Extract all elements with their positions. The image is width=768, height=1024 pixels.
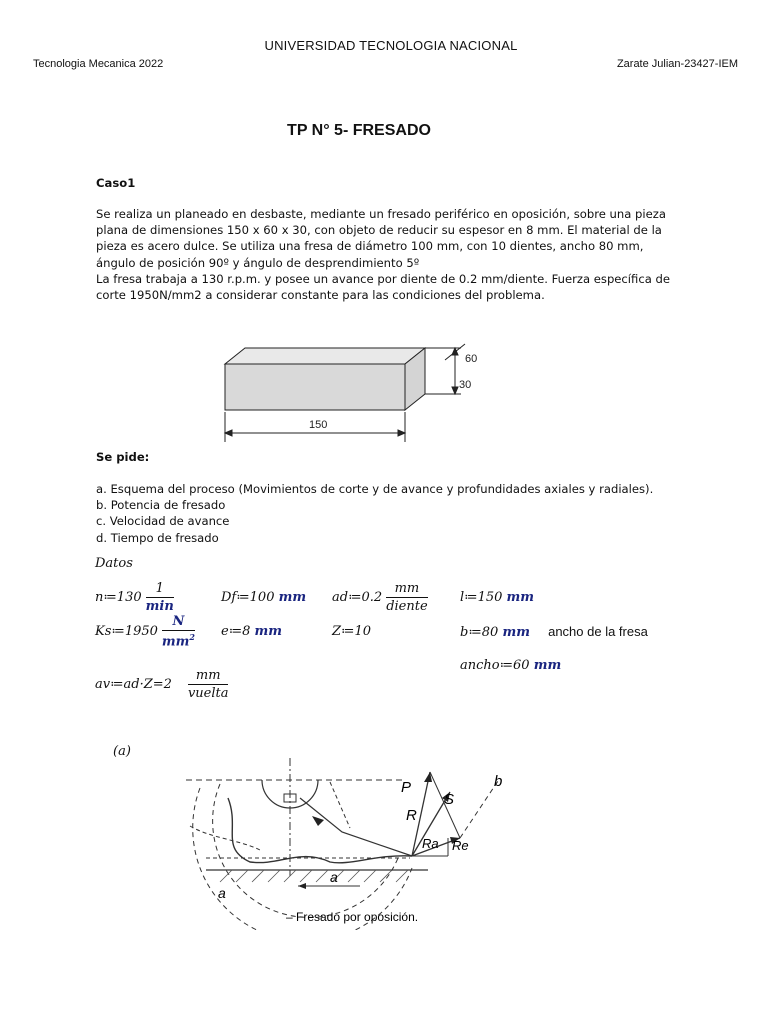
dim-depth-label: 60 xyxy=(465,353,478,365)
eq-n xyxy=(95,581,174,614)
eq-ad-lhs: ad≔0.2 xyxy=(332,590,383,605)
eq-n-den: min xyxy=(145,599,174,614)
eq-ks-lhs: Ks≔1950 xyxy=(95,624,158,640)
request-list xyxy=(96,481,653,546)
eq-z: Z≔10 xyxy=(332,624,372,639)
eq-l-lhs: l≔150 xyxy=(460,590,503,605)
eq-ad xyxy=(332,581,428,614)
eq-df xyxy=(221,590,306,605)
case-line: ángulo de posición 90º y ángulo de desprendimiento 5º xyxy=(96,255,420,270)
case-label: Caso1 xyxy=(96,176,136,190)
eq-av xyxy=(95,668,228,701)
university-name: UNIVERSIDAD TECNOLOGIA NACIONAL xyxy=(264,38,518,53)
part-a-label: (a) xyxy=(113,744,131,759)
eq-ad-num: mm xyxy=(386,581,427,598)
workpiece-figure xyxy=(215,338,495,446)
eq-e-unit: mm xyxy=(254,624,283,639)
label-ra: Ra xyxy=(422,836,439,851)
eq-b-unit: mm xyxy=(502,625,530,640)
case-line: La fresa trabaja a 130 r.p.m. y posee un avance por diente de 0.2 mm/diente. Fuerza específica de xyxy=(96,271,670,286)
case-line: Se realiza un planeado en desbaste, mediante un fresado periférico en oposición, sobre una pieza xyxy=(96,207,666,221)
eq-l xyxy=(460,590,534,605)
block-front-face xyxy=(225,364,405,410)
eq-ks-den: mm xyxy=(161,634,190,650)
eq-av-num: mm xyxy=(188,668,229,685)
eq-av-den: vuelta xyxy=(187,686,229,701)
course-name: Tecnologia Mecanica 2022 xyxy=(33,58,164,70)
diagram-caption: – Fresado por oposición. xyxy=(286,910,419,924)
eq-l-unit: mm xyxy=(506,590,535,605)
eq-ks xyxy=(95,614,195,649)
eq-ancho xyxy=(460,658,561,673)
author-name: Zarate Julian-23427-IEM xyxy=(616,58,738,70)
request-label: Se pide: xyxy=(96,450,150,464)
eq-e xyxy=(221,624,282,639)
label-s: S xyxy=(444,791,455,808)
eq-b xyxy=(460,624,648,640)
label-p: P xyxy=(401,779,412,796)
request-item: b. Potencia de fresado xyxy=(96,498,226,513)
milling-diagram xyxy=(180,758,520,930)
eq-df-unit: mm xyxy=(278,590,307,605)
eq-ks-num: N xyxy=(162,614,195,631)
label-a: a xyxy=(218,885,226,901)
eq-n-lhs: n≔130 xyxy=(95,590,142,605)
block-top-face xyxy=(225,348,425,364)
request-item: c. Velocidad de avance xyxy=(96,514,230,529)
page-title: TP N° 5- FRESADO xyxy=(287,122,431,139)
label-b: b xyxy=(494,773,503,790)
workpiece-hatch xyxy=(220,870,408,882)
eq-ancho-lhs: ancho≔60 xyxy=(460,658,530,673)
label-a-feed: a xyxy=(330,869,338,885)
eq-b-note: ancho de la fresa xyxy=(548,624,648,639)
case-line: pieza es acero dulce. Se utiliza una fresa de diámetro 100 mm, con 10 dientes, ancho 80 mm, xyxy=(96,239,644,254)
case-statement xyxy=(96,206,668,303)
eq-n-num: 1 xyxy=(146,581,174,598)
eq-e-lhs: e≔8 xyxy=(221,624,251,639)
dim-length-label: 150 xyxy=(309,419,328,431)
eq-df-lhs: Df≔100 xyxy=(221,590,275,605)
eq-ancho-unit: mm xyxy=(533,658,562,673)
case-line: plana de dimensiones 150 x 60 x 30, con objeto de reducir su espesor en 8 mm. El material de la xyxy=(96,223,662,238)
case-line: corte 1950N/mm2 a considerar constante para las condiciones del problema. xyxy=(96,288,545,303)
label-r: R xyxy=(406,807,417,824)
eq-ad-den: diente xyxy=(386,599,428,614)
eq-b-lhs: b≔80 xyxy=(460,625,499,640)
label-re: Re xyxy=(452,838,469,853)
dim-height-label: 30 xyxy=(459,379,472,391)
eq-av-lhs: av≔ad·Z=2 xyxy=(95,677,172,692)
request-item: d. Tiempo de fresado xyxy=(96,530,219,545)
eq-ks-exp: 2 xyxy=(189,632,195,642)
datos-label: Datos xyxy=(95,556,133,571)
request-item: a. Esquema del proceso (Movimientos de corte y de avance y profundidades axiales y radiales). xyxy=(96,482,654,496)
